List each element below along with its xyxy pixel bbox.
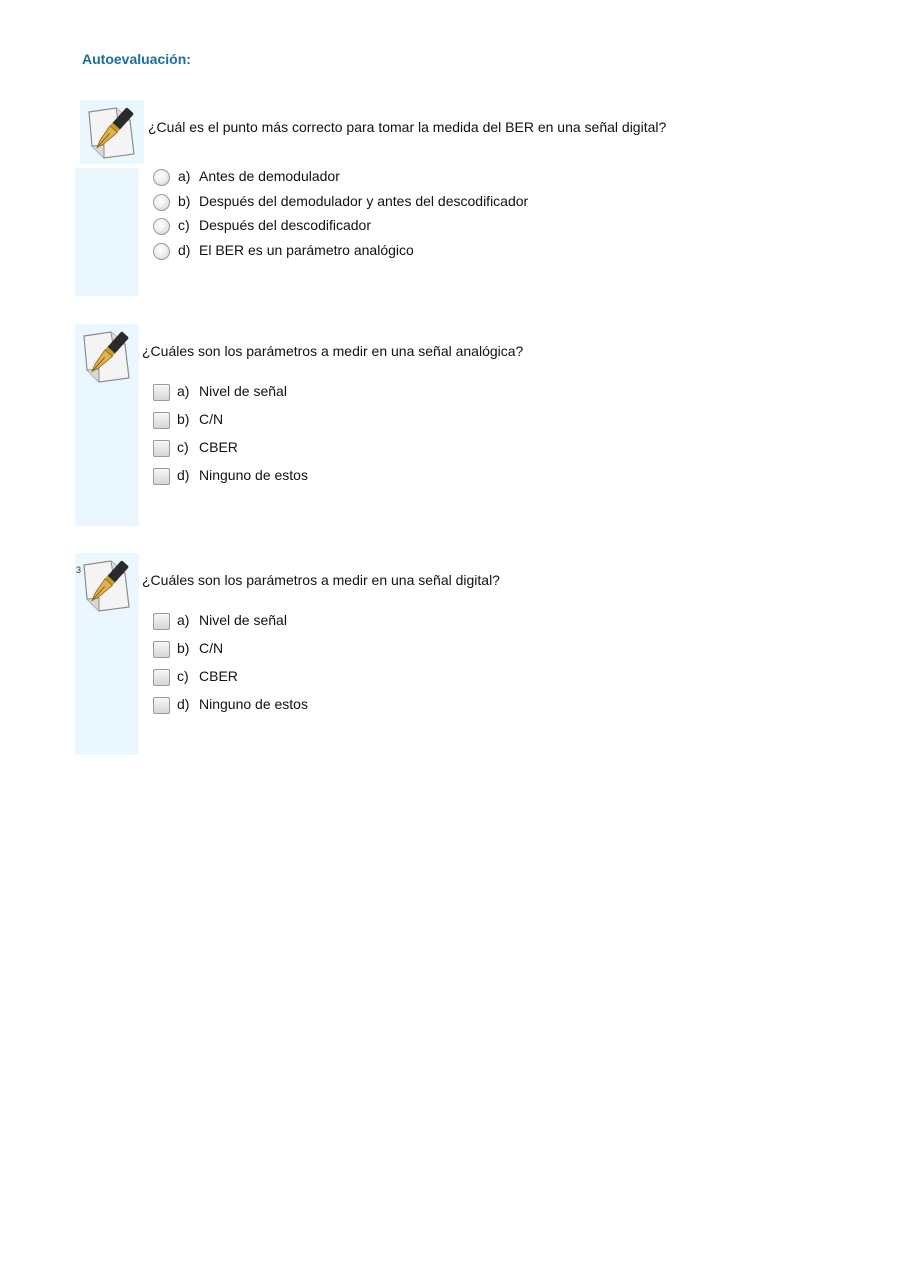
checkbox[interactable] [153, 669, 170, 686]
option-label: CBER [199, 668, 238, 684]
option-label: Nivel de señal [199, 612, 287, 628]
option-letter: a) [177, 612, 190, 628]
checkbox[interactable] [153, 641, 170, 658]
option-label: C/N [199, 411, 224, 427]
option-label: Ninguno de estos [199, 467, 308, 483]
page-heading: Autoevaluación: [82, 51, 191, 67]
option-letter: d) [178, 241, 191, 258]
option-letter: d) [177, 696, 190, 712]
option-label: Nivel de señal [199, 383, 287, 399]
checkbox[interactable] [153, 440, 170, 457]
option-label: CBER [199, 439, 238, 455]
checkbox[interactable] [153, 613, 170, 630]
option-letter: c) [177, 439, 189, 455]
radio-button[interactable] [153, 194, 170, 211]
question-2-text: ¿Cuáles son los parámetros a medir en una señal analógica? [142, 343, 524, 359]
option-letter: c) [177, 668, 189, 684]
checkbox[interactable] [153, 412, 170, 429]
checkbox[interactable] [153, 384, 170, 401]
option-letter: a) [177, 383, 190, 399]
fountain-pen-document-icon [80, 100, 144, 164]
option-letter: c) [178, 217, 190, 233]
question-3-text: ¿Cuáles son los parámetros a medir en una señal digital? [142, 572, 500, 588]
option-label: Después del demodulador y antes del descodificador [199, 192, 529, 209]
option-letter: b) [178, 192, 191, 209]
question-3-number: 3 [76, 565, 82, 575]
option-letter: b) [177, 411, 190, 427]
option-letter: a) [178, 168, 191, 184]
radio-button[interactable] [153, 169, 170, 186]
checkbox[interactable] [153, 697, 170, 714]
fountain-pen-document-icon [75, 324, 139, 388]
option-label: Antes de demodulador [199, 168, 340, 184]
option-label: C/N [199, 640, 224, 656]
option-label: Ninguno de estos [199, 696, 308, 712]
question-1-text: ¿Cuál es el punto más correcto para tomar la medida del BER en una señal digital? [148, 119, 667, 135]
option-label: El BER es un parámetro analógico [199, 241, 414, 258]
option-letter: b) [177, 640, 190, 656]
option-label: Después del descodificador [199, 217, 371, 233]
radio-button[interactable] [153, 243, 170, 260]
fountain-pen-document-icon [75, 553, 139, 617]
radio-button[interactable] [153, 218, 170, 235]
question-1-strip [75, 168, 139, 296]
checkbox[interactable] [153, 468, 170, 485]
option-letter: d) [177, 467, 190, 483]
